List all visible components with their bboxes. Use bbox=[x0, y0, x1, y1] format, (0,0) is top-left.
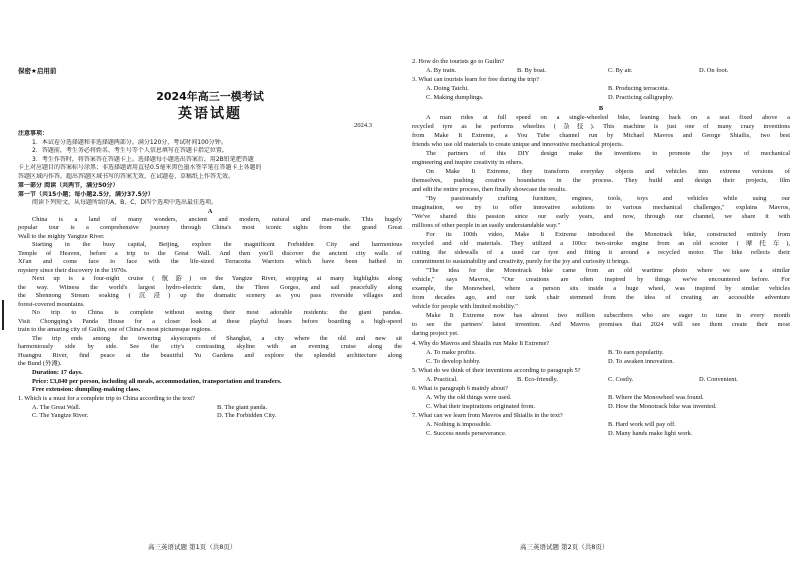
q2-option-b[interactable]: B. By boat. bbox=[517, 67, 547, 74]
q7-option-c[interactable]: C. Success needs perseverance. bbox=[426, 430, 507, 437]
exam-date: 2024.3 bbox=[354, 122, 372, 129]
q1-option-d[interactable]: D. The Forbidden City. bbox=[217, 412, 277, 419]
passage-a-line: popular tour is a comprehensive journey through China's most iconic sights from the grand Great bbox=[18, 224, 402, 231]
passage-a-line: Temple of Heaven, before a trip to the Great Wall. And then you'll discover the ancient city walls of bbox=[18, 249, 402, 257]
passage-a-line: Wall to the mighty Yangtze River. bbox=[18, 232, 105, 240]
question-5-options-row bbox=[412, 376, 790, 383]
passage-b-line: engineering and inspire creativity in others. bbox=[412, 159, 524, 166]
passage-b-line: recycled and old materials. They utilized a 100cc two-stroke engine from an old scooter (摩托车), bbox=[412, 240, 790, 247]
notes-item: 答题区域内作答。超出答题区域书写的答案无效，在试题卷、草稿纸上作答无效。 bbox=[18, 172, 235, 180]
question-2-options-row bbox=[412, 67, 790, 74]
passage-b-line: millions of other people in an easily understandable way." bbox=[412, 222, 561, 229]
fold-mark bbox=[2, 300, 4, 330]
passage-b-line: to see the partners' latest invention. And Mavros promises that 2024 will see them create their most bbox=[412, 321, 790, 328]
passage-a-line: Visit Chongqing's Panda House for a closer look at these playful bears before boarding a high-speed bbox=[18, 317, 402, 325]
passage-b-line: Make It Extreme now has almost two million subscribers who are eager to tune in every month bbox=[426, 312, 790, 319]
subject-title: 英语试题 bbox=[178, 106, 242, 122]
question-4-options-row bbox=[412, 358, 790, 365]
passage-b-line: recycled tyre as he performs wheelies (杂技). This machine is just one of many crazy inventions bbox=[412, 123, 790, 130]
notes-heading: 注意事项： bbox=[18, 130, 49, 137]
question-3-options-row bbox=[412, 94, 790, 101]
passage-b-line: imagination, we try to offer innovative solutions to various mechanical challenges," explains Mavros, bbox=[412, 204, 790, 211]
question-5-stem: 5. What do we think of their inventions according to paragraph 5? bbox=[412, 367, 581, 374]
q6-option-a[interactable]: A. Why the old things were used. bbox=[426, 394, 512, 401]
passage-b-line: from Make It Extreme, a You Tube channel run by Michael Mavros and George Shiailis, two best bbox=[412, 132, 790, 139]
question-1-options-row bbox=[18, 404, 402, 411]
passage-b-line: example, the Monowheel, where a person sits inside a huge wheel, was inspired by similar vehicles bbox=[412, 285, 790, 292]
q3-option-a[interactable]: A. Doing Taichi. bbox=[426, 85, 469, 92]
q4-option-b[interactable]: B. To earn popularity. bbox=[608, 349, 664, 356]
q4-option-c[interactable]: C. To develop hobby. bbox=[426, 358, 481, 365]
passage-a-line: Xi'an and come face to face with the life-sized Terracotta Warriors which have been bathed in bbox=[18, 258, 402, 265]
passage-b-label: B bbox=[598, 105, 604, 112]
q7-option-a[interactable]: A. Nothing is impossible. bbox=[426, 421, 492, 428]
question-7-options-row bbox=[412, 430, 790, 437]
passage-a-line: mystery since their discovery in the 1970s. bbox=[18, 266, 128, 274]
q5-option-b[interactable]: B. Eco-friendly. bbox=[517, 376, 558, 383]
q7-option-b[interactable]: B. Hard work will pay off. bbox=[608, 421, 676, 428]
passage-a-line: Starting in the busy capital, Beijing, explore the magnificent Forbidden City and harmonious bbox=[32, 241, 402, 248]
passage-b-line: from decades ago, and our tank chair stemmed from the idea of creating an accessible adventure bbox=[412, 294, 790, 301]
question-4-stem: 4. Why do Mavros and Shiailis run Make It Extreme? bbox=[412, 340, 550, 347]
trip-price: Price: £3,840 per person, including all meals, accommodation, transportation and transfers. bbox=[32, 377, 282, 385]
passage-a-line: The trip ends among the towering skyscrapers of Shanghai, a city where the old and new sit bbox=[32, 334, 402, 342]
passage-b-line: vehicle for people with limited mobility." bbox=[412, 303, 518, 310]
q5-option-a[interactable]: A. Practical. bbox=[426, 376, 458, 383]
q6-option-c[interactable]: C. What their inspirations originated from. bbox=[426, 403, 536, 410]
passage-b-line: "By passionately crafting furniture, engines, tools, toys and vehicles while using our bbox=[426, 195, 790, 202]
q6-option-d[interactable]: D. How the Monotrack bike was invented. bbox=[608, 403, 717, 410]
notes-item: 2．答题前，考生务必将姓名、考生号等个人信息填写在答题卡指定位置。 bbox=[32, 147, 228, 154]
passage-a-line: harmoniously side by side. See the city's contrasting skyline with an evening cruise along the bbox=[18, 343, 402, 350]
passage-a-line: train to the amazing city of Guilin, one of China's most picturesque regions. bbox=[18, 326, 212, 333]
q3-option-b[interactable]: B. Producing terracotta. bbox=[608, 85, 670, 92]
question-7-stem: 7. What can we learn from Mavros and Shiailis in the text? bbox=[412, 412, 563, 419]
part1-title: 第一部分 阅读（共两节，满分50分） bbox=[18, 182, 119, 189]
q4-option-d[interactable]: D. To awaken innovation. bbox=[608, 358, 674, 365]
passage-b-line: "The idea for the Monotrack bike came from an old wartime photo where we saw a similar bbox=[426, 267, 790, 274]
notes-item: 1．本试卷分选择题和非选择题两部分。满分120分，考试时间100分钟。 bbox=[32, 138, 227, 146]
question-6-stem: 6. What is paragraph 6 mainly about? bbox=[412, 385, 508, 392]
question-7-options-row bbox=[412, 421, 790, 428]
passage-b-line: A man rides at full speed on a single-wheeled bike, leaning back on a seat fixed above a bbox=[426, 114, 790, 121]
q5-option-d[interactable]: D. Convenient. bbox=[699, 376, 738, 383]
q1-option-a[interactable]: A. The Great Wall. bbox=[32, 403, 81, 411]
question-4-options-row bbox=[412, 349, 790, 356]
right-column bbox=[412, 0, 790, 561]
passage-b-line: The partners of this DIY design make the inventions to promote the joys of mechanical bbox=[426, 150, 790, 157]
footer-left: 高三英语试题 第1页（共8页） bbox=[148, 543, 237, 551]
q1-option-b[interactable]: B. The giant panda. bbox=[217, 403, 268, 411]
q5-option-c[interactable]: C. Costly. bbox=[608, 376, 634, 383]
passage-a-line: the way. Witness the world's largest hydro-electric dam, the Three Gorges, and sail peacefully along bbox=[18, 283, 402, 291]
q4-option-a[interactable]: A. To make profits. bbox=[426, 349, 476, 356]
footer-right: 高三英语试题 第2页（共8页） bbox=[520, 543, 609, 551]
secret-label: 保密★启用前 bbox=[18, 67, 57, 75]
question-6-options-row bbox=[412, 403, 790, 410]
passage-b-line: On Make It Extreme, they transform everyday objects and vehicles into extreme versions of bbox=[426, 168, 790, 175]
passage-a-label: A bbox=[207, 207, 213, 215]
passage-b-line: For its 100th video, Make It Extreme introduced the Monotrack bike, constructed entirely from bbox=[426, 231, 790, 238]
passage-a-line: Next up is a four-night cruise (航游) on the Yangtze River, stopping at many highlights along bbox=[32, 275, 402, 282]
trip-extension: Free extension: dumpling-making class. bbox=[32, 386, 141, 393]
question-6-options-row bbox=[412, 394, 790, 401]
q6-option-b[interactable]: B. Where the Monowheel was found. bbox=[608, 394, 704, 401]
section1-title: 第一节（共15小题；每小题2.5分，满分37.5分） bbox=[18, 190, 154, 198]
q7-option-d[interactable]: D. Many hands make light work. bbox=[608, 430, 693, 437]
exam-title: 2024年高三一模考试 bbox=[156, 90, 264, 103]
passage-a-line: the Bund (外滩). bbox=[18, 360, 62, 367]
passage-b-line: and edit the entire process, then finally showcase the results. bbox=[412, 186, 567, 193]
passage-a-line: No trip to China is complete without seeing their most adorable residents: the giant pandas. bbox=[32, 309, 402, 316]
passage-a-line: forest-covered mountains. bbox=[18, 300, 85, 308]
notes-item: 卡上对应题目的答案标号涂黑；非选择题请用直径0.5毫米黑色墨水签字笔在答题卡上各题的 bbox=[18, 164, 262, 171]
passage-a-line: the Shennong Stream soaking (沉浸) up the dramatic scenery as you pass riverside villages and bbox=[18, 292, 402, 299]
passage-b-line: commitment to sustainability and creativity, purely for the joy and curiosity it brings. bbox=[412, 258, 630, 265]
q2-option-c[interactable]: C. By air. bbox=[608, 67, 633, 74]
q1-option-c[interactable]: C. The Yangtze River. bbox=[32, 412, 89, 419]
question-2-stem: 2. How do the tourists go to Guilin? bbox=[412, 58, 504, 65]
passage-b-line: themselves, pushing creative boundaries in the process. They build and design their projects, film bbox=[412, 177, 790, 184]
q2-option-d[interactable]: D. On foot. bbox=[699, 67, 729, 74]
q3-option-c[interactable]: C. Making dumplings. bbox=[426, 94, 484, 101]
passage-a-line: Huangpu River, find peace at the beautiful Yu Gardens and explore the splendid architecture along bbox=[18, 351, 402, 359]
section1-instruction: 阅读下列短文，从每题所给的A、B、C、D四个选项中选出最佳选项。 bbox=[32, 199, 218, 206]
passage-b-line: cutting the sidewalls of a used car tyre and fitting it around a recycled motor. The bike reflects their bbox=[412, 249, 790, 256]
q2-option-a[interactable]: A. By train. bbox=[426, 67, 457, 74]
notes-item: 3．考生作答时，将答案答在答题卡上。选择题每小题选出答案后，用2B铅笔把答题 bbox=[32, 155, 254, 163]
question-3-options-row bbox=[412, 85, 790, 92]
passage-b-line: daring project yet. bbox=[412, 330, 459, 337]
question-3-stem: 3. What can tourists learn for free during the trip? bbox=[412, 76, 539, 83]
question-1-options-row bbox=[18, 412, 402, 419]
trip-duration: Duration: 17 days. bbox=[32, 369, 83, 376]
question-1-stem: 1. Which is a must for a complete trip to China according to the text? bbox=[18, 395, 195, 402]
passage-b-line: vehicle," says Mavros, "Our creations are often inspired by things we've encountered before. For bbox=[412, 276, 790, 283]
q3-option-d[interactable]: D. Practicing calligraphy. bbox=[608, 94, 674, 101]
passage-b-line: friends who use old materials to create unique and innovative mechanical projects. bbox=[412, 141, 624, 148]
left-column bbox=[18, 0, 402, 561]
passage-b-line: "We've shared this passion since our early years, and now, through our channel, we share it with bbox=[412, 213, 790, 220]
passage-a-line: China is a land of many wonders, ancient and modern, natural and man-made. This hugely bbox=[32, 215, 402, 223]
